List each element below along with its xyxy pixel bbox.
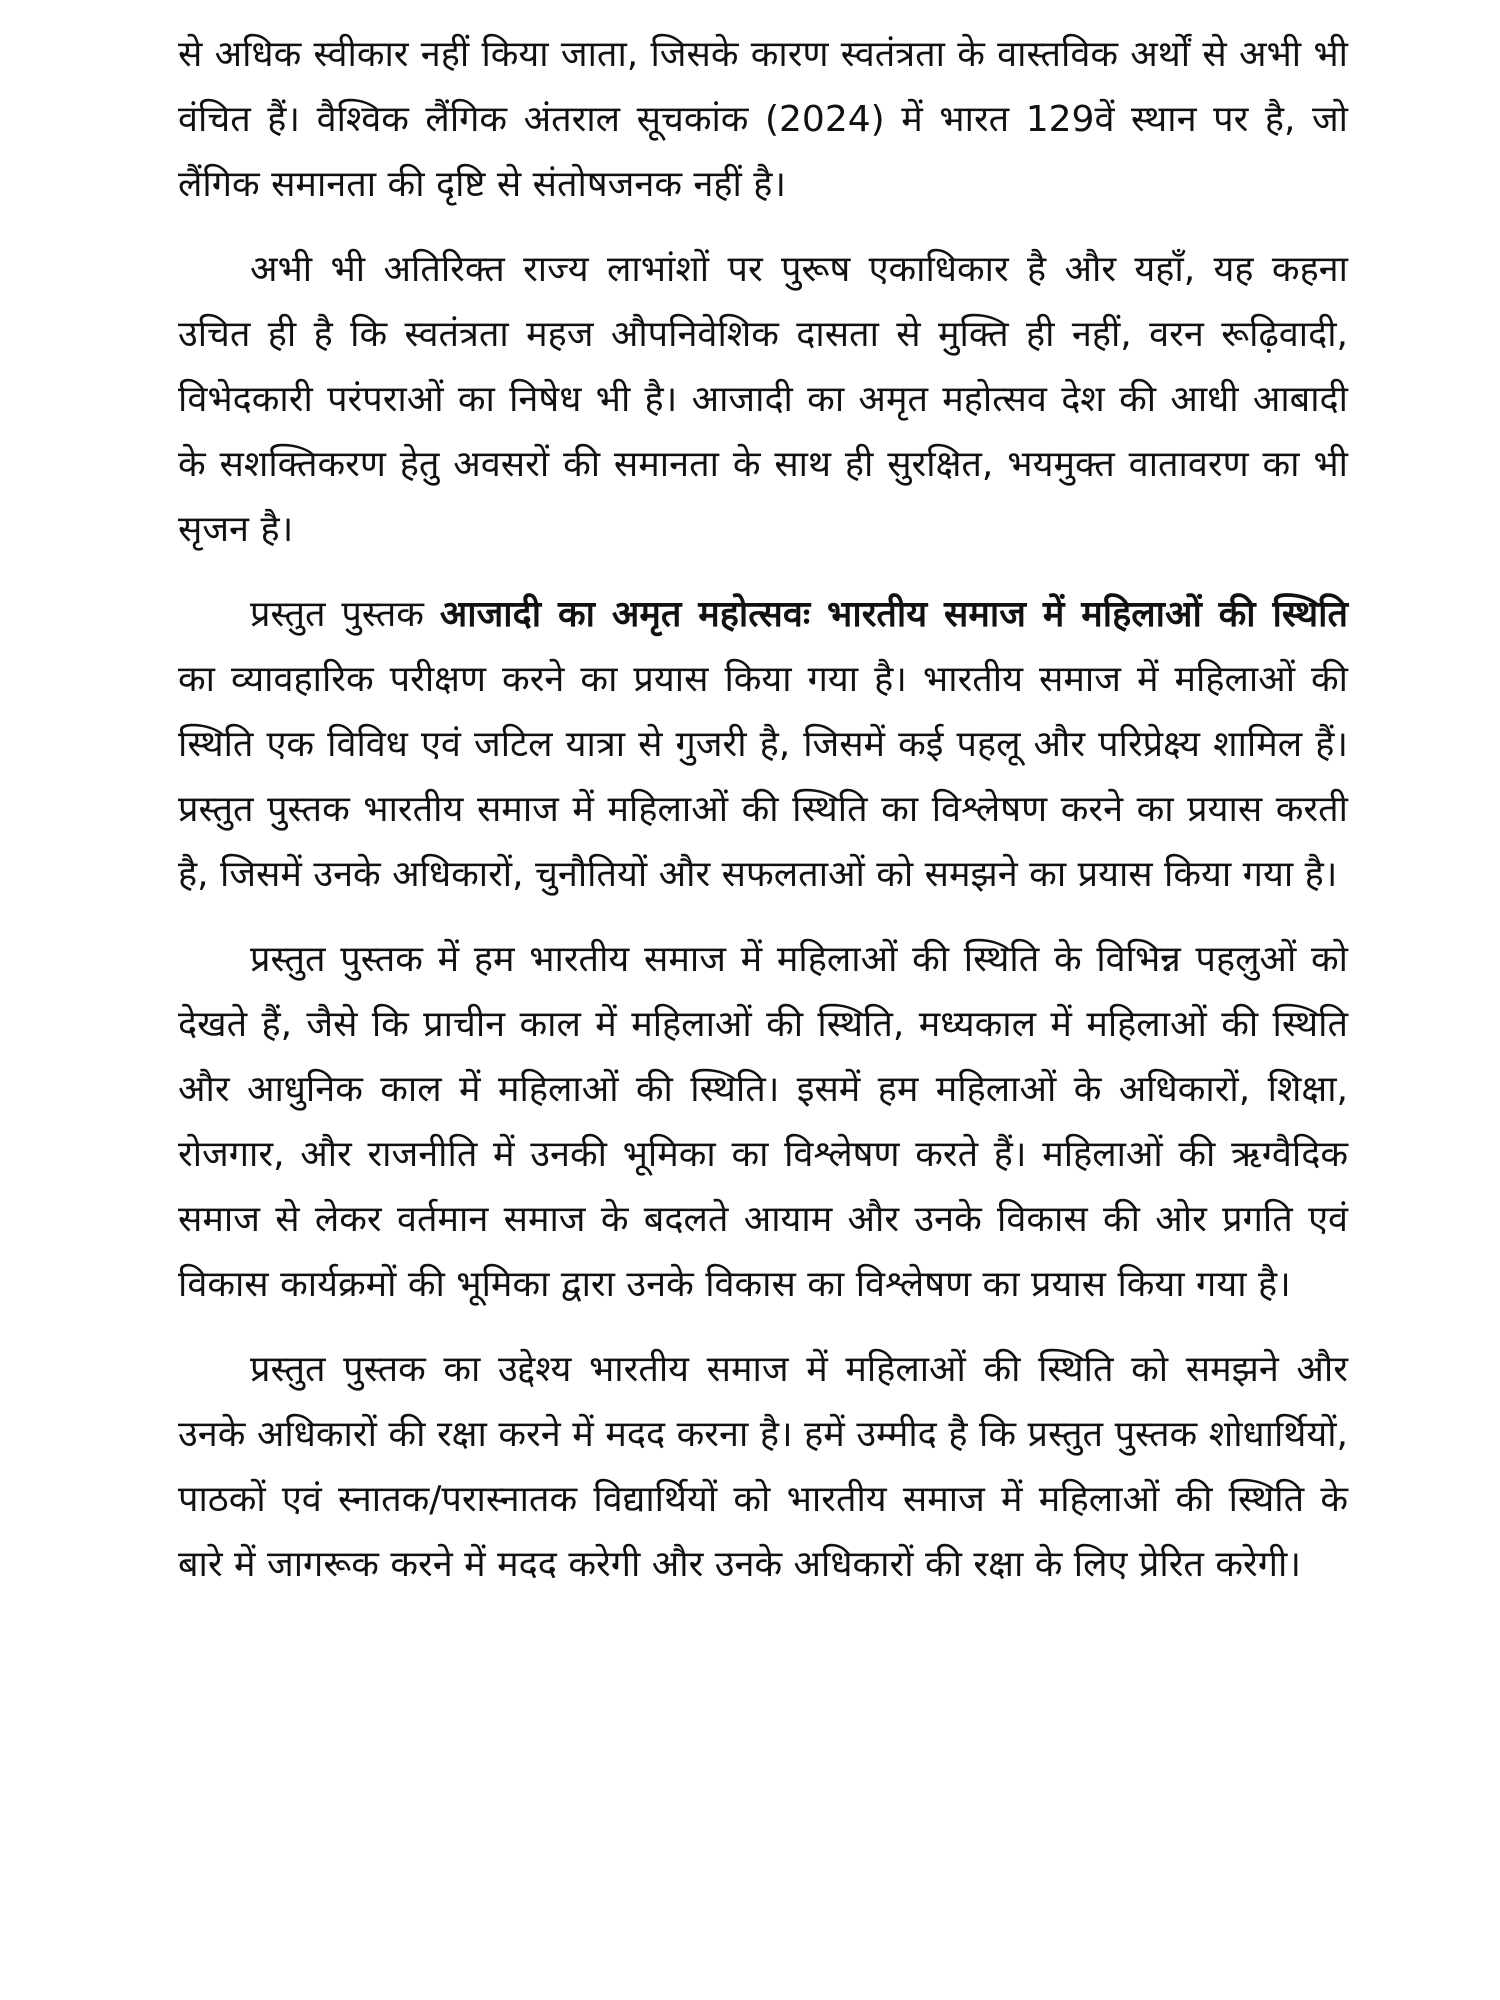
paragraph-3-lead: प्रस्तुत पुस्तक <box>250 594 440 635</box>
paragraph-4: प्रस्तुत पुस्तक में हम भारतीय समाज में महिलाओं की स्थिति के विभिन्न पहलुओं को देखते हैं, जैसे कि प्राचीन काल में महिलाओं की स्थिति, मध्यकाल में महिलाओं की स्थिति और आधुनिक काल में महिलाओं की स्थिति। इसमें हम महिलाओं के अधिकारों, शिक्षा, रोजगार, और राजनीति में उनकी भूमिका का विश्लेषण करते हैं। महिलाओं की ऋग्वैदिक समाज से लेकर वर्तमान समाज के बदलते आयाम और उनके विकास की ओर प्रगति एवं विकास कार्यक्रमों की भूमिका द्वारा उनके विकास का विश्लेषण का प्रयास किया गया है। <box>178 939 1348 1305</box>
document-page <box>178 22 1348 1617</box>
paragraph-5: प्रस्तुत पुस्तक का उद्देश्य भारतीय समाज में महिलाओं की स्थिति को समझने और उनके अधिकारों की रक्षा करने में मदद करना है। हमें उम्मीद है कि प्रस्तुत पुस्तक शोधार्थियों, पाठकों एवं स्नातक/परास्नातक विद्यार्थियों को भारतीय समाज में महिलाओं की स्थिति के बारे में जागरूक करने में मदद करेगी और उनके अधिकारों की रक्षा के लिए प्रेरित करेगी। <box>178 1349 1348 1585</box>
paragraph-3-rest: का व्यावहारिक परीक्षण करने का प्रयास किया गया है। भारतीय समाज में महिलाओं की स्थिति एक विविध एवं जटिल यात्रा से गुजरी है, जिसमें कई पहलू और परिप्रेक्ष्य शामिल हैं। प्रस्तुत पुस्तक भारतीय समाज में महिलाओं की स्थिति का विश्लेषण करने का प्रयास करती है, जिसमें उनके अधिकारों, चुनौतियों और सफलताओं को समझने का प्रयास किया गया है। <box>178 659 1348 895</box>
paragraph-2: अभी भी अतिरिक्त राज्य लाभांशों पर पुरूष एकाधिकार है और यहाँ, यह कहना उचित ही है कि स्वतंत्रता महज औपनिवेशिक दासता से मुक्ति ही नहीं, वरन रूढ़िवादी, विभेदकारी परंपराओं का निषेध भी है। आजादी का अमृत महोत्सव देश की आधी आबादी के सशक्तिकरण हेतु अवसरों की समानता के साथ ही सुरक्षित, भयमुक्त वातावरण का भी सृजन है। <box>178 249 1348 550</box>
paragraph-3 <box>178 582 1348 907</box>
book-title: आजादी का अमृत महोत्सवः भारतीय समाज में महिलाओं की स्थिति <box>439 594 1348 635</box>
paragraph-1: से अधिक स्वीकार नहीं किया जाता, जिसके कारण स्वतंत्रता के वास्तविक अर्थों से अभी भी वंचित हैं। वैश्विक लैंगिक अंतराल सूचकांक (2024) में भारत 129वें स्थान पर है, जो लैंगिक समानता की दृष्टि से संतोषजनक नहीं है। <box>178 34 1348 205</box>
